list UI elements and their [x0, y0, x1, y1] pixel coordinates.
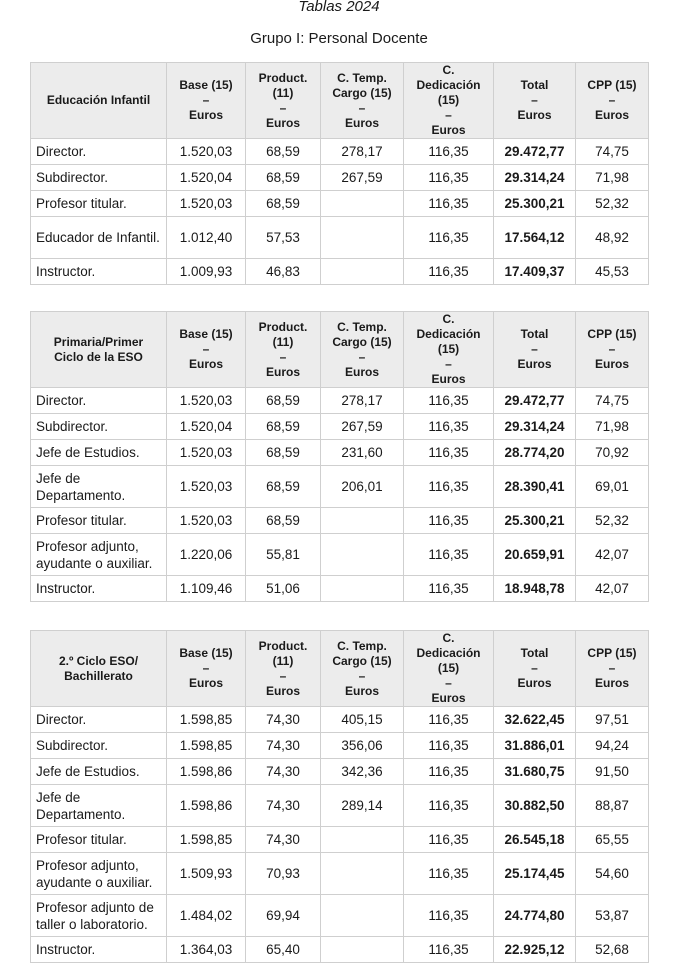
position-cell: Profesor adjunto de taller o laboratorio.: [31, 895, 167, 937]
column-header: [167, 312, 246, 388]
column-header-line: Euros: [188, 676, 223, 690]
value-cell: 25.300,21: [494, 191, 576, 217]
value-cell: 116,35: [404, 534, 494, 576]
column-header-line: Euros: [265, 115, 300, 130]
value-cell: 1.598,86: [167, 785, 246, 827]
column-header-line: –: [202, 661, 210, 675]
value-cell: 116,35: [404, 576, 494, 602]
table-row: [31, 785, 649, 827]
column-header-line: C. Dedicación: [416, 631, 481, 660]
value-cell: [321, 576, 404, 602]
position-cell: Jefe de Estudios.: [31, 759, 167, 785]
column-header: [404, 631, 494, 707]
value-cell: 1.520,03: [167, 466, 246, 508]
value-cell: 97,51: [576, 707, 649, 733]
column-header: [576, 63, 649, 139]
column-header: [246, 63, 321, 139]
value-cell: 1.598,86: [167, 759, 246, 785]
value-cell: 1.598,85: [167, 707, 246, 733]
value-cell: 74,75: [576, 388, 649, 414]
value-cell: 116,35: [404, 508, 494, 534]
value-cell: 20.659,91: [494, 534, 576, 576]
value-cell: 31.886,01: [494, 733, 576, 759]
column-header-line: Euros: [344, 364, 379, 379]
position-cell: Jefe de Estudios.: [31, 440, 167, 466]
position-cell: Jefe de Departamento.: [31, 785, 167, 827]
column-header-line: Euros: [265, 683, 300, 698]
column-header-line: Euros: [594, 676, 629, 690]
value-cell: 68,59: [246, 165, 321, 191]
value-cell: 42,07: [576, 534, 649, 576]
column-header-line: Total: [520, 327, 549, 341]
value-cell: 88,87: [576, 785, 649, 827]
column-header-line: (15): [437, 342, 460, 356]
column-header-line: Euros: [517, 357, 552, 371]
column-header-line: Product.: [258, 319, 308, 334]
column-header-line: Euros: [188, 357, 223, 371]
value-cell: 116,35: [404, 388, 494, 414]
column-header: [494, 63, 576, 139]
value-cell: 1.012,40: [167, 217, 246, 259]
column-header-line: Euros: [517, 676, 552, 690]
value-cell: 71,98: [576, 414, 649, 440]
value-cell: [321, 534, 404, 576]
column-header-line: Base (15): [179, 646, 233, 660]
column-header-line: –: [358, 668, 366, 683]
value-cell: 74,30: [246, 733, 321, 759]
position-cell: Director.: [31, 139, 167, 165]
column-header: [246, 631, 321, 707]
column-header-line: C. Temp.: [337, 319, 387, 334]
category-header-line: Educación Infantil: [46, 93, 151, 107]
value-cell: 116,35: [404, 853, 494, 895]
column-header-line: –: [531, 342, 538, 356]
table-row: [31, 534, 649, 576]
position-cell: Profesor titular.: [31, 508, 167, 534]
value-cell: 1.520,03: [167, 139, 246, 165]
salary-table: [30, 630, 649, 963]
column-header-line: (11): [272, 85, 294, 100]
value-cell: 116,35: [404, 895, 494, 937]
value-cell: 1.220,06: [167, 534, 246, 576]
category-header-line: 2.º Ciclo ESO/: [58, 653, 139, 668]
column-header: [246, 312, 321, 388]
position-cell: Subdirector.: [31, 733, 167, 759]
column-header-line: –: [445, 108, 452, 122]
value-cell: 18.948,78: [494, 576, 576, 602]
column-header-line: –: [608, 93, 616, 107]
value-cell: 1.520,03: [167, 440, 246, 466]
value-cell: 68,59: [246, 466, 321, 508]
value-cell: 29.314,24: [494, 414, 576, 440]
column-header-line: Cargo (15): [332, 334, 392, 349]
position-cell: Instructor.: [31, 259, 167, 285]
value-cell: 71,98: [576, 165, 649, 191]
value-cell: 116,35: [404, 414, 494, 440]
table-row: [31, 937, 649, 963]
column-header-line: Product.: [258, 638, 308, 653]
value-cell: 116,35: [404, 937, 494, 963]
column-header: [404, 63, 494, 139]
value-cell: 116,35: [404, 165, 494, 191]
position-cell: Subdirector.: [31, 165, 167, 191]
value-cell: 74,30: [246, 707, 321, 733]
column-header-line: C. Temp.: [337, 638, 387, 653]
value-cell: 65,55: [576, 827, 649, 853]
value-cell: 1.520,03: [167, 191, 246, 217]
table-row: [31, 191, 649, 217]
value-cell: 267,59: [321, 414, 404, 440]
category-header-line: Bachillerato: [64, 668, 133, 683]
column-header-line: –: [445, 676, 452, 690]
column-header-line: Euros: [594, 108, 629, 122]
value-cell: 65,40: [246, 937, 321, 963]
value-cell: 1.364,03: [167, 937, 246, 963]
value-cell: 68,59: [246, 508, 321, 534]
value-cell: 1.598,85: [167, 733, 246, 759]
value-cell: 52,32: [576, 191, 649, 217]
position-cell: Educador de Infantil.: [31, 217, 167, 259]
value-cell: 278,17: [321, 388, 404, 414]
column-header-line: (11): [272, 653, 294, 668]
value-cell: 1.509,93: [167, 853, 246, 895]
value-cell: 57,53: [246, 217, 321, 259]
value-cell: 22.925,12: [494, 937, 576, 963]
table-row: [31, 259, 649, 285]
value-cell: 74,75: [576, 139, 649, 165]
value-cell: 51,06: [246, 576, 321, 602]
value-cell: 231,60: [321, 440, 404, 466]
value-cell: 1.484,02: [167, 895, 246, 937]
column-header-line: CPP (15): [587, 327, 637, 341]
column-header-line: Product.: [258, 70, 308, 85]
position-cell: Subdirector.: [31, 414, 167, 440]
value-cell: 116,35: [404, 785, 494, 827]
value-cell: 54,60: [576, 853, 649, 895]
column-header-line: Cargo (15): [332, 85, 392, 100]
header-row: [31, 63, 649, 139]
column-header-line: Euros: [344, 683, 379, 698]
position-cell: Profesor titular.: [31, 827, 167, 853]
value-cell: 17.409,37: [494, 259, 576, 285]
column-header: [321, 63, 404, 139]
value-cell: 46,83: [246, 259, 321, 285]
column-header-line: C. Temp.: [337, 70, 387, 85]
category-header: [31, 312, 167, 388]
table-row: [31, 707, 649, 733]
value-cell: 342,36: [321, 759, 404, 785]
value-cell: 1.520,03: [167, 388, 246, 414]
column-header-line: Base (15): [179, 327, 233, 341]
value-cell: [321, 937, 404, 963]
position-cell: Instructor.: [31, 576, 167, 602]
value-cell: 29.472,77: [494, 388, 576, 414]
value-cell: 278,17: [321, 139, 404, 165]
column-header: [167, 631, 246, 707]
value-cell: 26.545,18: [494, 827, 576, 853]
salary-table: [30, 62, 649, 285]
value-cell: 42,07: [576, 576, 649, 602]
value-cell: 116,35: [404, 827, 494, 853]
header-row: [31, 631, 649, 707]
column-header-line: –: [279, 668, 287, 683]
value-cell: 267,59: [321, 165, 404, 191]
table-row: [31, 388, 649, 414]
column-header-line: Euros: [431, 123, 466, 137]
value-cell: 52,68: [576, 937, 649, 963]
position-cell: Profesor adjunto, ayudante o auxiliar.: [31, 534, 167, 576]
column-header-line: –: [202, 342, 210, 356]
column-header-line: C. Dedicación: [416, 63, 481, 92]
column-header-line: –: [202, 93, 210, 107]
table-row: [31, 827, 649, 853]
column-header-line: –: [358, 349, 366, 364]
column-header-line: Base (15): [179, 78, 233, 92]
value-cell: 68,59: [246, 139, 321, 165]
category-header: [31, 631, 167, 707]
position-cell: Profesor titular.: [31, 191, 167, 217]
value-cell: 1.598,85: [167, 827, 246, 853]
column-header-line: –: [531, 661, 538, 675]
value-cell: 74,30: [246, 827, 321, 853]
document-title: Tablas 2024: [298, 0, 380, 15]
value-cell: 405,15: [321, 707, 404, 733]
value-cell: 116,35: [404, 259, 494, 285]
value-cell: [321, 895, 404, 937]
table-row: [31, 165, 649, 191]
value-cell: 69,94: [246, 895, 321, 937]
column-header: [494, 631, 576, 707]
column-header-line: Euros: [431, 372, 466, 386]
value-cell: 74,30: [246, 759, 321, 785]
value-cell: 91,50: [576, 759, 649, 785]
value-cell: 116,35: [404, 440, 494, 466]
value-cell: 30.882,50: [494, 785, 576, 827]
column-header-line: C. Dedicación: [416, 312, 481, 341]
value-cell: 70,92: [576, 440, 649, 466]
column-header-line: –: [279, 349, 287, 364]
column-header: [494, 312, 576, 388]
position-cell: Jefe de Departamento.: [31, 466, 167, 508]
column-header-line: –: [279, 100, 287, 115]
value-cell: 1.520,03: [167, 508, 246, 534]
column-header-line: Euros: [594, 357, 629, 371]
value-cell: 29.314,24: [494, 165, 576, 191]
value-cell: 52,32: [576, 508, 649, 534]
column-header: [404, 312, 494, 388]
table-row: [31, 414, 649, 440]
table-row: [31, 217, 649, 259]
value-cell: 69,01: [576, 466, 649, 508]
table-row: [31, 759, 649, 785]
value-cell: 206,01: [321, 466, 404, 508]
value-cell: 1.109,46: [167, 576, 246, 602]
value-cell: 28.774,20: [494, 440, 576, 466]
column-header-line: –: [531, 93, 538, 107]
position-cell: Director.: [31, 388, 167, 414]
value-cell: [321, 827, 404, 853]
column-header-line: Euros: [188, 108, 223, 122]
value-cell: 25.174,45: [494, 853, 576, 895]
category-header: [31, 63, 167, 139]
value-cell: 116,35: [404, 707, 494, 733]
value-cell: 289,14: [321, 785, 404, 827]
table-row: [31, 508, 649, 534]
table-row: [31, 853, 649, 895]
value-cell: 68,59: [246, 440, 321, 466]
table-row: [31, 895, 649, 937]
value-cell: 31.680,75: [494, 759, 576, 785]
value-cell: 356,06: [321, 733, 404, 759]
position-cell: Director.: [31, 707, 167, 733]
column-header-line: (11): [272, 334, 294, 349]
value-cell: 116,35: [404, 733, 494, 759]
value-cell: 68,59: [246, 191, 321, 217]
category-header-line: Primaria/Primer: [53, 334, 144, 349]
column-header-line: CPP (15): [587, 78, 637, 92]
value-cell: [321, 217, 404, 259]
table-row: [31, 139, 649, 165]
value-cell: 68,59: [246, 388, 321, 414]
table-row: [31, 733, 649, 759]
value-cell: 24.774,80: [494, 895, 576, 937]
column-header: [321, 312, 404, 388]
column-header-line: –: [358, 100, 366, 115]
column-header-line: –: [608, 342, 616, 356]
document-subtitle: Grupo I: Personal Docente: [250, 30, 428, 47]
value-cell: 94,24: [576, 733, 649, 759]
value-cell: 116,35: [404, 139, 494, 165]
value-cell: 1.520,04: [167, 165, 246, 191]
value-cell: 53,87: [576, 895, 649, 937]
value-cell: 17.564,12: [494, 217, 576, 259]
table-row: [31, 576, 649, 602]
value-cell: 55,81: [246, 534, 321, 576]
column-header-line: –: [445, 357, 452, 371]
column-header-line: –: [608, 661, 616, 675]
column-header-line: Total: [520, 646, 549, 660]
value-cell: 68,59: [246, 414, 321, 440]
value-cell: 45,53: [576, 259, 649, 285]
table-row: [31, 440, 649, 466]
table-row: [31, 466, 649, 508]
value-cell: 25.300,21: [494, 508, 576, 534]
value-cell: 29.472,77: [494, 139, 576, 165]
column-header: [576, 312, 649, 388]
header-row: [31, 312, 649, 388]
column-header-line: (15): [437, 93, 460, 107]
column-header-line: Cargo (15): [332, 653, 392, 668]
value-cell: [321, 853, 404, 895]
column-header: [321, 631, 404, 707]
value-cell: 1.009,93: [167, 259, 246, 285]
value-cell: 48,92: [576, 217, 649, 259]
category-header-line: Ciclo de la ESO: [54, 349, 143, 364]
value-cell: 28.390,41: [494, 466, 576, 508]
salary-table: [30, 311, 649, 602]
position-cell: Profesor adjunto, ayudante o auxiliar.: [31, 853, 167, 895]
value-cell: 1.520,04: [167, 414, 246, 440]
value-cell: [321, 508, 404, 534]
column-header-line: Euros: [344, 115, 379, 130]
column-header-line: Euros: [265, 364, 300, 379]
value-cell: [321, 191, 404, 217]
column-header-line: Total: [520, 78, 549, 92]
value-cell: 116,35: [404, 191, 494, 217]
column-header-line: Euros: [517, 108, 552, 122]
column-header: [167, 63, 246, 139]
column-header-line: CPP (15): [587, 646, 637, 660]
position-cell: Instructor.: [31, 937, 167, 963]
value-cell: 74,30: [246, 785, 321, 827]
value-cell: 116,35: [404, 217, 494, 259]
value-cell: 32.622,45: [494, 707, 576, 733]
column-header: [576, 631, 649, 707]
value-cell: [321, 259, 404, 285]
value-cell: 116,35: [404, 466, 494, 508]
value-cell: 116,35: [404, 759, 494, 785]
column-header-line: (15): [437, 661, 460, 675]
value-cell: 70,93: [246, 853, 321, 895]
column-header-line: Euros: [431, 691, 466, 705]
